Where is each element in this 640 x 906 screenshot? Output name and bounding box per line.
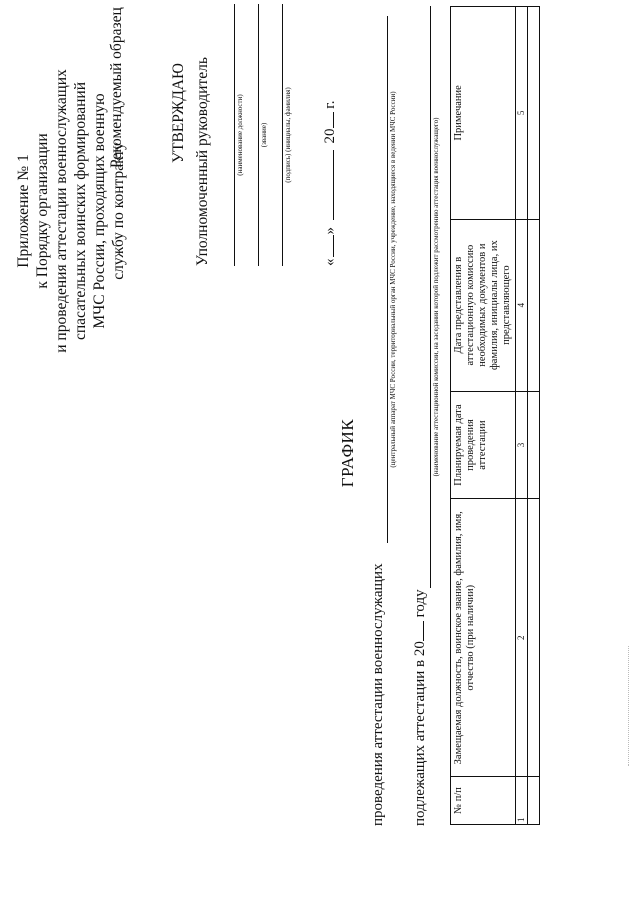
subtitle-line1: проведения аттестации военнослужащих	[370, 563, 386, 826]
scan-artifact	[628, 646, 629, 766]
recommended-sample-label: Рекомендуемый образец	[108, 7, 125, 168]
header-cell-submission-date: Дата представления в аттестационную комиссию необходимых документов и фамилия, инициалы лица, их представляющего	[451, 219, 516, 391]
appendix-line: МЧС России, проходящих военную	[91, 93, 108, 329]
subtitle-line1-caption: (центральный аппарат МЧС России, территориальный орган МЧС России, учреждение, находящиеся в ведении МЧС России)	[389, 91, 397, 468]
number-cell: 2	[516, 499, 528, 777]
signature-line-rank	[258, 4, 259, 266]
document-title: ГРАФИК	[338, 418, 357, 488]
subtitle-line2-prefix: подлежащих аттестации в 20	[412, 641, 428, 826]
date-year-prefix: 20	[322, 128, 338, 144]
subtitle-line2-suffix: году	[412, 589, 428, 618]
subtitle-line2	[412, 589, 429, 826]
number-cell: 3	[516, 391, 528, 499]
caption-signature: (подпись) (инициалы, фамилия)	[284, 87, 292, 183]
table-cell	[528, 777, 540, 825]
appendix-line: спасательных воинских формирований	[72, 81, 89, 341]
table-cell	[528, 391, 540, 499]
table-row	[528, 7, 540, 825]
approval-date	[322, 101, 339, 266]
table-cell	[528, 499, 540, 777]
number-cell: 5	[516, 7, 528, 220]
date-year-suffix: г.	[322, 100, 338, 109]
header-cell-number: № п/п	[451, 777, 516, 825]
date-open-quote: «	[322, 258, 338, 266]
subtitle-line2-rule	[430, 6, 431, 588]
appendix-line: и проведения аттестации военнослужащих	[53, 69, 70, 353]
table-cell	[528, 7, 540, 220]
number-cell: 4	[516, 219, 528, 391]
appendix-line: службу по контракту	[110, 142, 127, 280]
number-cell: 1	[516, 777, 528, 825]
header-cell-planned-date: Планируемая дата проведения аттестации	[451, 391, 516, 499]
header-cell-position: Замещаемая должность, воинское звание, фамилия, имя, отчество (при наличии)	[451, 499, 516, 777]
appendix-line: Приложение № 1	[15, 154, 32, 268]
subtitle-line2-caption: (наименование аттестационной комиссии, на заседании которой подлежит рассмотрению аттестация военнослужащего)	[432, 117, 440, 477]
caption-position: (наименование должности)	[236, 94, 244, 176]
subtitle-line1-rule	[387, 16, 388, 543]
header-cell-note: Примечание	[451, 7, 516, 220]
approve-heading: УТВЕРЖДАЮ	[170, 63, 187, 163]
table-header-row	[451, 7, 516, 825]
date-close-quote: »	[322, 227, 338, 235]
signature-line-position	[234, 4, 235, 266]
signature-line-name	[282, 4, 283, 266]
table-number-row	[516, 7, 528, 825]
authorized-head-label: Уполномоченный руководитель	[194, 57, 211, 266]
schedule-table	[450, 6, 540, 825]
appendix-line: к Порядку организации	[34, 133, 51, 289]
table-cell	[528, 219, 540, 391]
caption-rank: (звание)	[260, 122, 268, 148]
